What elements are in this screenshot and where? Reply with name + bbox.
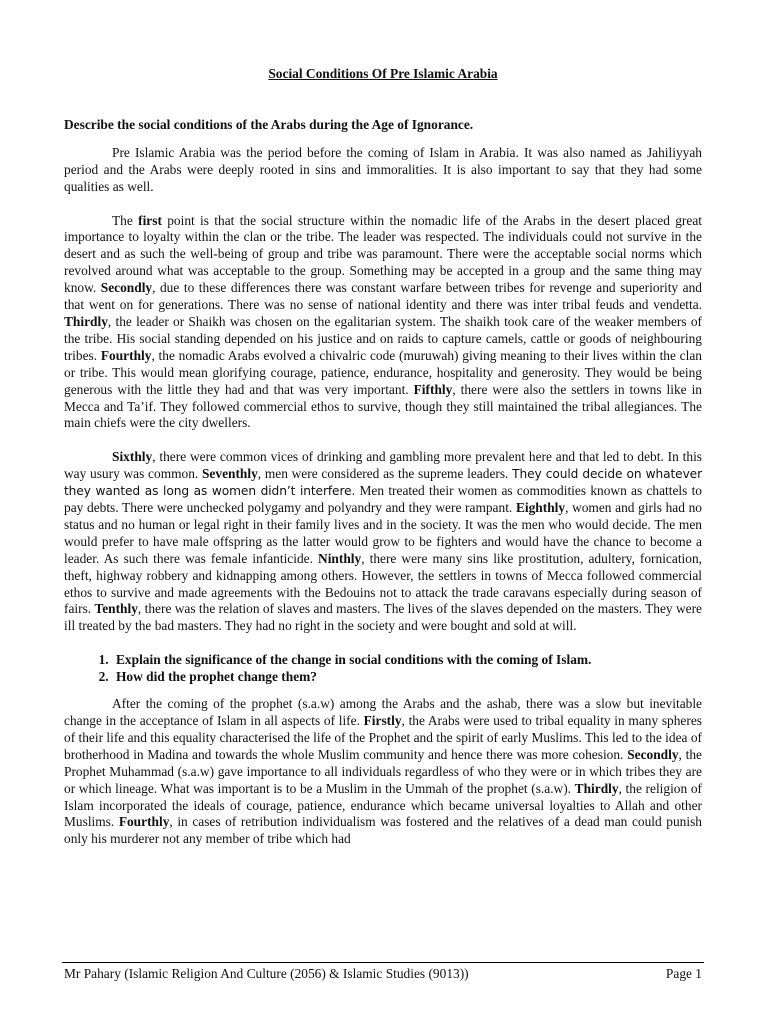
bold-term: Thirdly xyxy=(574,780,619,796)
question-heading: Describe the social conditions of the Arabs during the Age of Ignorance. xyxy=(64,116,474,132)
page-title: Social Conditions Of Pre Islamic Arabia xyxy=(268,66,498,81)
footer-divider xyxy=(62,962,704,963)
bold-term: Sixthly xyxy=(112,449,153,465)
text-span: , men were considered as the supreme leaders. xyxy=(257,466,513,482)
text-span: , there were common vices of drinking and gambling more prevalent here and that led to debt. In this way usury was common. xyxy=(64,449,702,482)
bold-term: Ninthly xyxy=(318,550,362,566)
bold-term: Secondly xyxy=(627,746,679,762)
paragraph-islam-change xyxy=(64,696,702,848)
question-item: 1. Explain the significance of the change in social conditions with the coming of Islam. xyxy=(112,652,702,669)
bold-term: first xyxy=(138,212,162,228)
bold-term: Seventhly xyxy=(201,466,258,482)
bold-term: Thirdly xyxy=(64,313,108,329)
text-span: point is that the social structure within the nomadic life of the Arabs in the desert placed great importance to loyalty within the clan or the tribe. The leader was respected. The individuals could not survive in the desert and as such the well-being of group and tribe was paramount. There were the acceptable social norms which revolved around what was acceptable to the group. Something may be accepted in a group and the same thing may know. xyxy=(64,212,702,296)
page-footer xyxy=(64,966,702,983)
document-page xyxy=(64,66,702,865)
text-span: , there were also the settlers in towns like in Mecca and Ta’if. They followed commercial ethos to survive, though they still maintained the tribal allegiances. The main chiefs were the city dwellers. xyxy=(64,381,702,431)
paragraph-sixth-tenth xyxy=(64,449,702,635)
page-number: Page 1 xyxy=(665,966,702,981)
text-span: After the coming of the prophet (s.a.w) among the Arabs and the ashab, there was a slow but inevitable change in the acceptance of Islam in all aspects of life. xyxy=(64,696,702,728)
bold-term: Eighthly xyxy=(515,500,566,516)
text-span: , women and girls had no status and no human or legal right in their family lives and in the society. It was the men who would decide. The men would prefer to have male offspring as the latter would grow to be fighters and would have the chance to become a leader. As such there was female infanticide. xyxy=(64,500,702,566)
paragraph-first-fifth xyxy=(64,213,702,433)
bold-term: Fourthly xyxy=(100,347,152,363)
text-span: , there was the relation of slaves and masters. The lives of the slaves depended on the masters. They were ill treated by the bad masters. They had no right in the society and were bought and sold at will. xyxy=(64,601,702,634)
text-span: , the religion of Islam incorporated the ideals of courage, patience, endurance which became universal loyalties to Allah and other Muslims. xyxy=(64,780,702,830)
footer-course: Mr Pahary (Islamic Religion And Culture (2056) & Islamic Studies (9013)) xyxy=(64,966,469,981)
bold-term: Fourthly xyxy=(118,814,170,830)
bold-term: Secondly xyxy=(100,280,153,296)
text-span: , there were many sins like prostitution, adultery, fornication, theft, highway robbery and kidnapping among others. However, the settlers in towns of Mecca followed commercial ethos to survive and made agreements with the Bedouins not to attack the trade caravans especially during season of fairs. xyxy=(64,550,702,617)
text-span: , the nomadic Arabs evolved a chivalric code (muruwah) giving meaning to their lives within the clan or tribe. This would mean glorifying courage, patience, endurance, hospitality and generosity. They would be being generous with the little they had and that was very important. xyxy=(64,347,702,397)
question-list xyxy=(64,652,702,686)
bold-term: Fifthly xyxy=(413,381,453,397)
question-item: 2. How did the prophet change them? xyxy=(112,669,702,686)
text-span: The xyxy=(112,212,139,228)
text-span-alt-font: They could decide on whatever they wanted as long as women didn’t interfere. xyxy=(64,467,702,499)
text-span: , in cases of retribution individualism was fostered and the relatives of a dead man could punish only his murderer not any member of tribe which had xyxy=(64,814,702,847)
text-span: , the leader or Shaikh was chosen on the egalitarian system. The shaikh took care of the weaker members of the tribe. His social standing depended on his justice and on raids to capture camels, cattle or goods of neighbouring tribes. xyxy=(64,313,702,363)
text-span: Men treated their women as commodities known as chattels to pay debts. There were unchecked polygamy and polyandry and they were rampant. xyxy=(64,483,703,516)
bold-term: Firstly xyxy=(363,713,402,728)
text-span: , the Prophet Muhammad (s.a.w) gave importance to all individuals regardless of who they were or in which tribes they are or which lineage. What was important is to be a Muslim in the Ummah of the prophet (s.a.w). xyxy=(64,746,702,796)
bold-term: Tenthly xyxy=(94,601,138,617)
text-span: , the Arabs were used to tribal equality in many spheres of their life and this equality characterised the life of the Prophet and the spirit of early Muslims. This led to the idea of brotherhood in Madina and towards the whole Muslim community and hence there was more cohesion. xyxy=(64,713,702,762)
text-span: , due to these differences there was constant warfare between tribes for revenge and superiority and that went on for generations. There was no sense of national identity and there was inter tribal feuds and vendetta. xyxy=(64,280,702,313)
paragraph-intro: Pre Islamic Arabia was the period before the coming of Islam in Arabia. It was also named as Jahiliyyah period and the Arabs were deeply rooted in sins and immoralities. It is also important to say that they had some qualities as well. xyxy=(64,144,702,194)
